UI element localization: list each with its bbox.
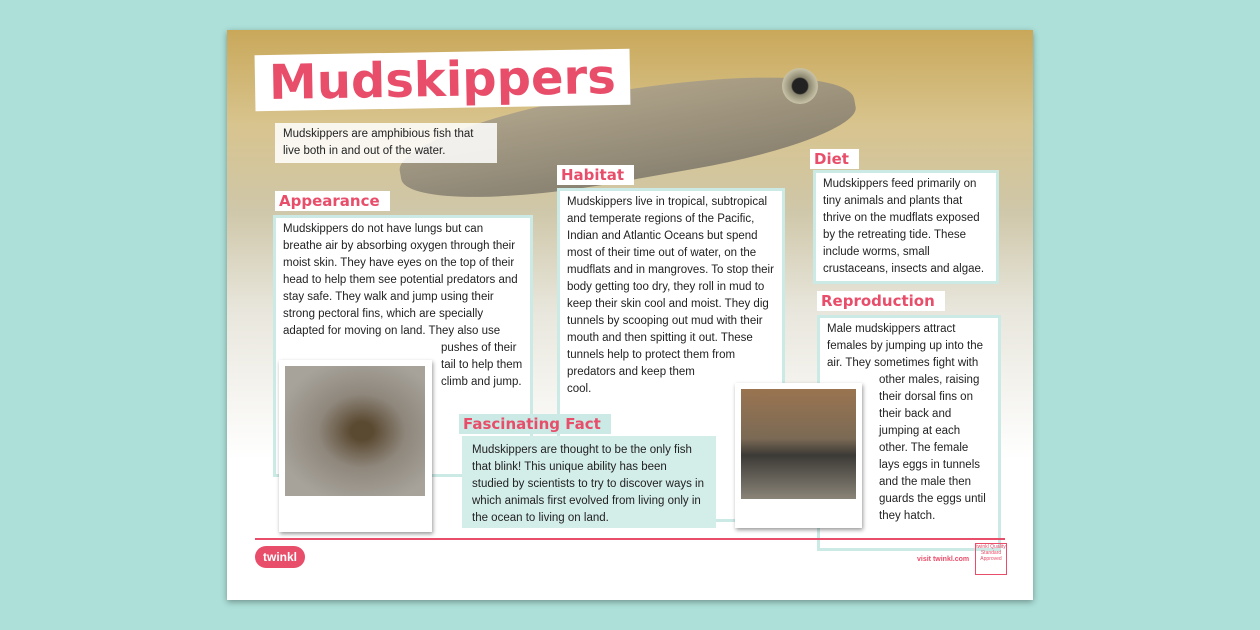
fact-box bbox=[462, 436, 716, 528]
appearance-text: Mudskippers do not have lungs but can breathe air by absorbing oxygen through their moist skin. They have eyes on the top of their head to help them see potential predators and stay safe. They walk and jump using their strong pectoral fins, which are specially adapted for moving on land. They also use pushes of their tail to help them climb and jump. bbox=[283, 223, 523, 388]
quality-badge: twinkl Quality Standard Approved bbox=[975, 543, 1007, 575]
habitat-text: Mudskippers live in tropical, subtropical and temperate regions of the Pacific, Indian and Atlantic Oceans but spend most of their time out of water, on the mudflats and in mangroves. To stop their body getting too dry, they roll in mud to keep their skin cool and moist. They dig tunnels by scooping out mud with their mouth and then spitting it out. These tunnels help to protect them from predators and keep them cool. bbox=[567, 196, 774, 395]
mudskipper-photo-1 bbox=[279, 360, 432, 532]
fact-text: Mudskippers are thought to be the only fish that blink! This unique ability has been studied by scientists to try to discover ways in which animals first evolved from living only in the ocean to living on land. bbox=[472, 444, 705, 524]
twinkl-logo[interactable]: twinkl bbox=[255, 546, 305, 568]
diet-text: Mudskippers feed primarily on tiny animals and plants that thrive on the mudflats exposed by the retreating tide. These include worms, small crustaceans, insects and algae. bbox=[823, 178, 985, 275]
intro-text: Mudskippers are amphibious fish that live both in and out of the water. bbox=[275, 123, 497, 163]
appearance-heading: Appearance bbox=[275, 191, 390, 211]
diet-heading: Diet bbox=[810, 149, 859, 169]
visit-link[interactable]: visit twinkl.com bbox=[917, 556, 970, 563]
poster bbox=[227, 30, 1033, 600]
page-title: Mudskippers bbox=[255, 49, 631, 112]
diet-box bbox=[813, 170, 999, 284]
footer-divider bbox=[255, 538, 1005, 540]
fact-heading: Fascinating Fact bbox=[459, 414, 611, 434]
reproduction-text: Male mudskippers attract females by jumping up into the air. They sometimes fight with other males, raising their dorsal fins on their back and jumping at each other. The female lays eggs in tunnels and the male then guards the eggs until they hatch. bbox=[827, 323, 986, 522]
mudskipper-photo-2 bbox=[735, 383, 862, 528]
habitat-heading: Habitat bbox=[557, 165, 634, 185]
reproduction-heading: Reproduction bbox=[817, 291, 945, 311]
fish-eye-image bbox=[782, 68, 818, 104]
